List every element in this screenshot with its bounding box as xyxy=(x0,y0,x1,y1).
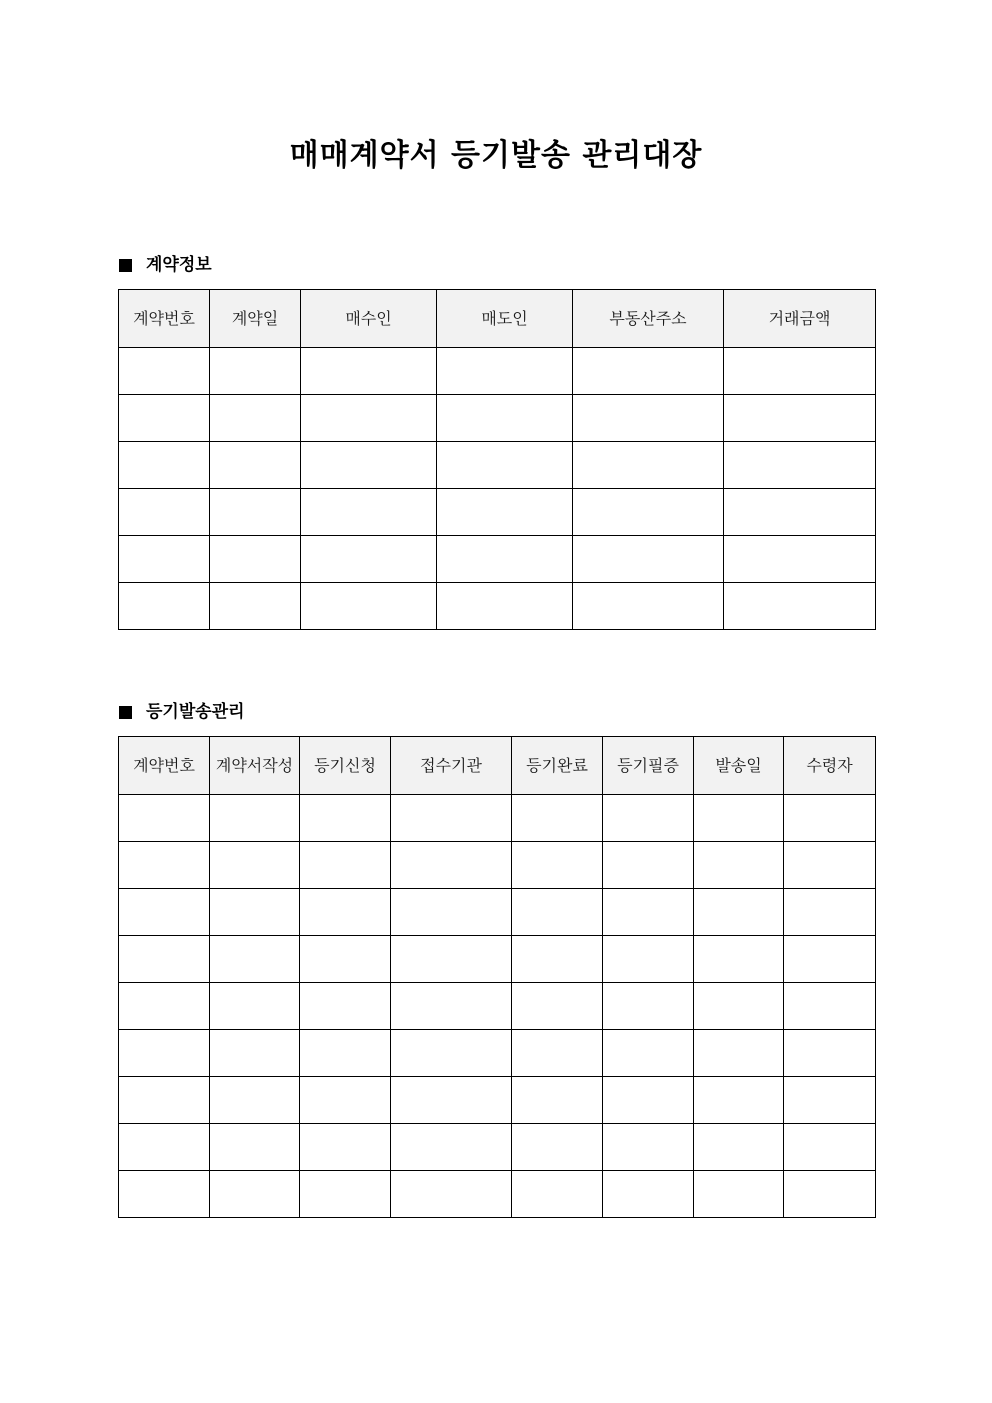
table-row xyxy=(119,348,876,395)
table-cell[interactable] xyxy=(210,442,301,489)
table-cell[interactable] xyxy=(301,348,437,395)
table-cell[interactable] xyxy=(210,1124,300,1171)
table-cell[interactable] xyxy=(784,1124,876,1171)
table-cell[interactable] xyxy=(694,1171,784,1218)
table-cell[interactable] xyxy=(119,348,210,395)
square-bullet-icon xyxy=(119,706,132,719)
table-cell[interactable] xyxy=(300,1077,391,1124)
table-row xyxy=(119,1030,876,1077)
column-header: 접수기관 xyxy=(391,737,512,795)
table-cell[interactable] xyxy=(300,936,391,983)
table-cell[interactable] xyxy=(603,936,694,983)
square-bullet-icon xyxy=(119,259,132,272)
table-cell[interactable] xyxy=(724,348,876,395)
table-cell[interactable] xyxy=(210,889,300,936)
table-row xyxy=(119,983,876,1030)
table-row xyxy=(119,536,876,583)
table-cell[interactable] xyxy=(391,1124,512,1171)
table-cell[interactable] xyxy=(694,1124,784,1171)
table-cell[interactable] xyxy=(724,536,876,583)
table-cell[interactable] xyxy=(210,1030,300,1077)
table-cell[interactable] xyxy=(391,936,512,983)
table-cell[interactable] xyxy=(512,1030,603,1077)
table-cell[interactable] xyxy=(694,983,784,1030)
table-cell[interactable] xyxy=(119,1077,210,1124)
table-cell[interactable] xyxy=(437,442,573,489)
table-cell[interactable] xyxy=(603,1171,694,1218)
column-header: 수령자 xyxy=(784,737,876,795)
table-row xyxy=(119,1077,876,1124)
table-cell[interactable] xyxy=(210,348,301,395)
column-header: 계약일 xyxy=(210,290,301,348)
table-cell[interactable] xyxy=(300,1124,391,1171)
table-cell[interactable] xyxy=(512,795,603,842)
table-cell[interactable] xyxy=(119,536,210,583)
table-header-row xyxy=(119,290,876,348)
table-cell[interactable] xyxy=(784,1077,876,1124)
table-cell[interactable] xyxy=(300,795,391,842)
column-header: 계약번호 xyxy=(119,737,210,795)
table-cell[interactable] xyxy=(694,936,784,983)
table-cell[interactable] xyxy=(301,395,437,442)
table-cell[interactable] xyxy=(603,1030,694,1077)
table-cell[interactable] xyxy=(119,936,210,983)
table-cell[interactable] xyxy=(603,795,694,842)
table-cell[interactable] xyxy=(724,395,876,442)
table-cell[interactable] xyxy=(784,842,876,889)
table-cell[interactable] xyxy=(603,889,694,936)
registration-dispatch-table xyxy=(118,736,876,1218)
column-header: 부동산주소 xyxy=(573,290,724,348)
table-cell[interactable] xyxy=(573,395,724,442)
table-cell[interactable] xyxy=(694,795,784,842)
column-header: 등기완료 xyxy=(512,737,603,795)
table-cell[interactable] xyxy=(573,536,724,583)
table-cell[interactable] xyxy=(391,1030,512,1077)
table-cell[interactable] xyxy=(391,1171,512,1218)
column-header: 등기신청 xyxy=(300,737,391,795)
table-cell[interactable] xyxy=(724,489,876,536)
table-cell[interactable] xyxy=(437,583,573,630)
table-cell[interactable] xyxy=(784,1030,876,1077)
table-cell[interactable] xyxy=(603,1124,694,1171)
table-cell[interactable] xyxy=(210,1171,300,1218)
table-cell[interactable] xyxy=(300,1030,391,1077)
table-cell[interactable] xyxy=(512,1124,603,1171)
column-header: 계약번호 xyxy=(119,290,210,348)
table-cell[interactable] xyxy=(512,842,603,889)
table-cell[interactable] xyxy=(512,1171,603,1218)
table-cell[interactable] xyxy=(301,583,437,630)
table-cell[interactable] xyxy=(512,1077,603,1124)
table-cell[interactable] xyxy=(694,842,784,889)
table-header-row xyxy=(119,737,876,795)
column-header: 계약서작성 xyxy=(210,737,300,795)
table-cell[interactable] xyxy=(119,442,210,489)
table-cell[interactable] xyxy=(210,536,301,583)
table-row xyxy=(119,889,876,936)
column-header: 매도인 xyxy=(437,290,573,348)
table-cell[interactable] xyxy=(119,983,210,1030)
table-cell[interactable] xyxy=(512,936,603,983)
table-row xyxy=(119,1124,876,1171)
table-cell[interactable] xyxy=(391,1077,512,1124)
column-header: 등기필증 xyxy=(603,737,694,795)
table-cell[interactable] xyxy=(784,795,876,842)
table-cell[interactable] xyxy=(784,889,876,936)
column-header: 발송일 xyxy=(694,737,784,795)
table-cell[interactable] xyxy=(119,842,210,889)
table-cell[interactable] xyxy=(603,842,694,889)
section-heading-contract-info xyxy=(119,253,212,277)
table-row xyxy=(119,489,876,536)
table-cell[interactable] xyxy=(210,795,300,842)
table-cell[interactable] xyxy=(391,795,512,842)
table-cell[interactable] xyxy=(437,489,573,536)
section-heading-label: 계약정보 xyxy=(146,255,212,275)
table-cell[interactable] xyxy=(784,1171,876,1218)
table-cell[interactable] xyxy=(784,936,876,983)
section-heading-label: 등기발송관리 xyxy=(146,702,245,722)
table-cell[interactable] xyxy=(512,983,603,1030)
table-cell[interactable] xyxy=(573,489,724,536)
table-cell[interactable] xyxy=(694,1077,784,1124)
table-cell[interactable] xyxy=(694,1030,784,1077)
table-cell[interactable] xyxy=(301,442,437,489)
column-header: 거래금액 xyxy=(724,290,876,348)
table-cell[interactable] xyxy=(119,795,210,842)
table-cell[interactable] xyxy=(391,983,512,1030)
table-cell[interactable] xyxy=(119,889,210,936)
table-row xyxy=(119,795,876,842)
table-cell[interactable] xyxy=(210,489,301,536)
table-cell[interactable] xyxy=(210,583,301,630)
table-cell[interactable] xyxy=(391,889,512,936)
column-header: 매수인 xyxy=(301,290,437,348)
table-cell[interactable] xyxy=(210,1077,300,1124)
table-cell[interactable] xyxy=(512,889,603,936)
table-cell[interactable] xyxy=(694,889,784,936)
table-cell[interactable] xyxy=(437,536,573,583)
table-row xyxy=(119,442,876,489)
table-cell[interactable] xyxy=(603,983,694,1030)
table-cell[interactable] xyxy=(119,1171,210,1218)
table-cell[interactable] xyxy=(210,395,301,442)
table-cell[interactable] xyxy=(301,536,437,583)
table-cell[interactable] xyxy=(119,583,210,630)
table-cell[interactable] xyxy=(784,983,876,1030)
table-row xyxy=(119,583,876,630)
table-cell[interactable] xyxy=(119,489,210,536)
table-cell[interactable] xyxy=(300,983,391,1030)
table-row xyxy=(119,1171,876,1218)
document-title: 매매계약서 등기발송 관리대장 xyxy=(289,138,703,173)
table-cell[interactable] xyxy=(603,1077,694,1124)
table-cell[interactable] xyxy=(210,936,300,983)
table-row xyxy=(119,395,876,442)
table-cell[interactable] xyxy=(210,842,300,889)
table-cell[interactable] xyxy=(573,583,724,630)
table-cell[interactable] xyxy=(300,842,391,889)
table-row xyxy=(119,842,876,889)
contract-info-table xyxy=(118,289,876,630)
table-cell[interactable] xyxy=(300,889,391,936)
table-cell[interactable] xyxy=(724,442,876,489)
table-cell[interactable] xyxy=(119,395,210,442)
table-cell[interactable] xyxy=(391,842,512,889)
table-cell[interactable] xyxy=(300,1171,391,1218)
table-cell[interactable] xyxy=(119,1030,210,1077)
table-cell[interactable] xyxy=(573,442,724,489)
table-row xyxy=(119,936,876,983)
table-cell[interactable] xyxy=(210,983,300,1030)
table-cell[interactable] xyxy=(301,489,437,536)
table-cell[interactable] xyxy=(437,395,573,442)
table-cell[interactable] xyxy=(119,1124,210,1171)
table-cell[interactable] xyxy=(724,583,876,630)
table-cell[interactable] xyxy=(573,348,724,395)
table-cell[interactable] xyxy=(437,348,573,395)
section-heading-registration-dispatch xyxy=(119,700,245,724)
